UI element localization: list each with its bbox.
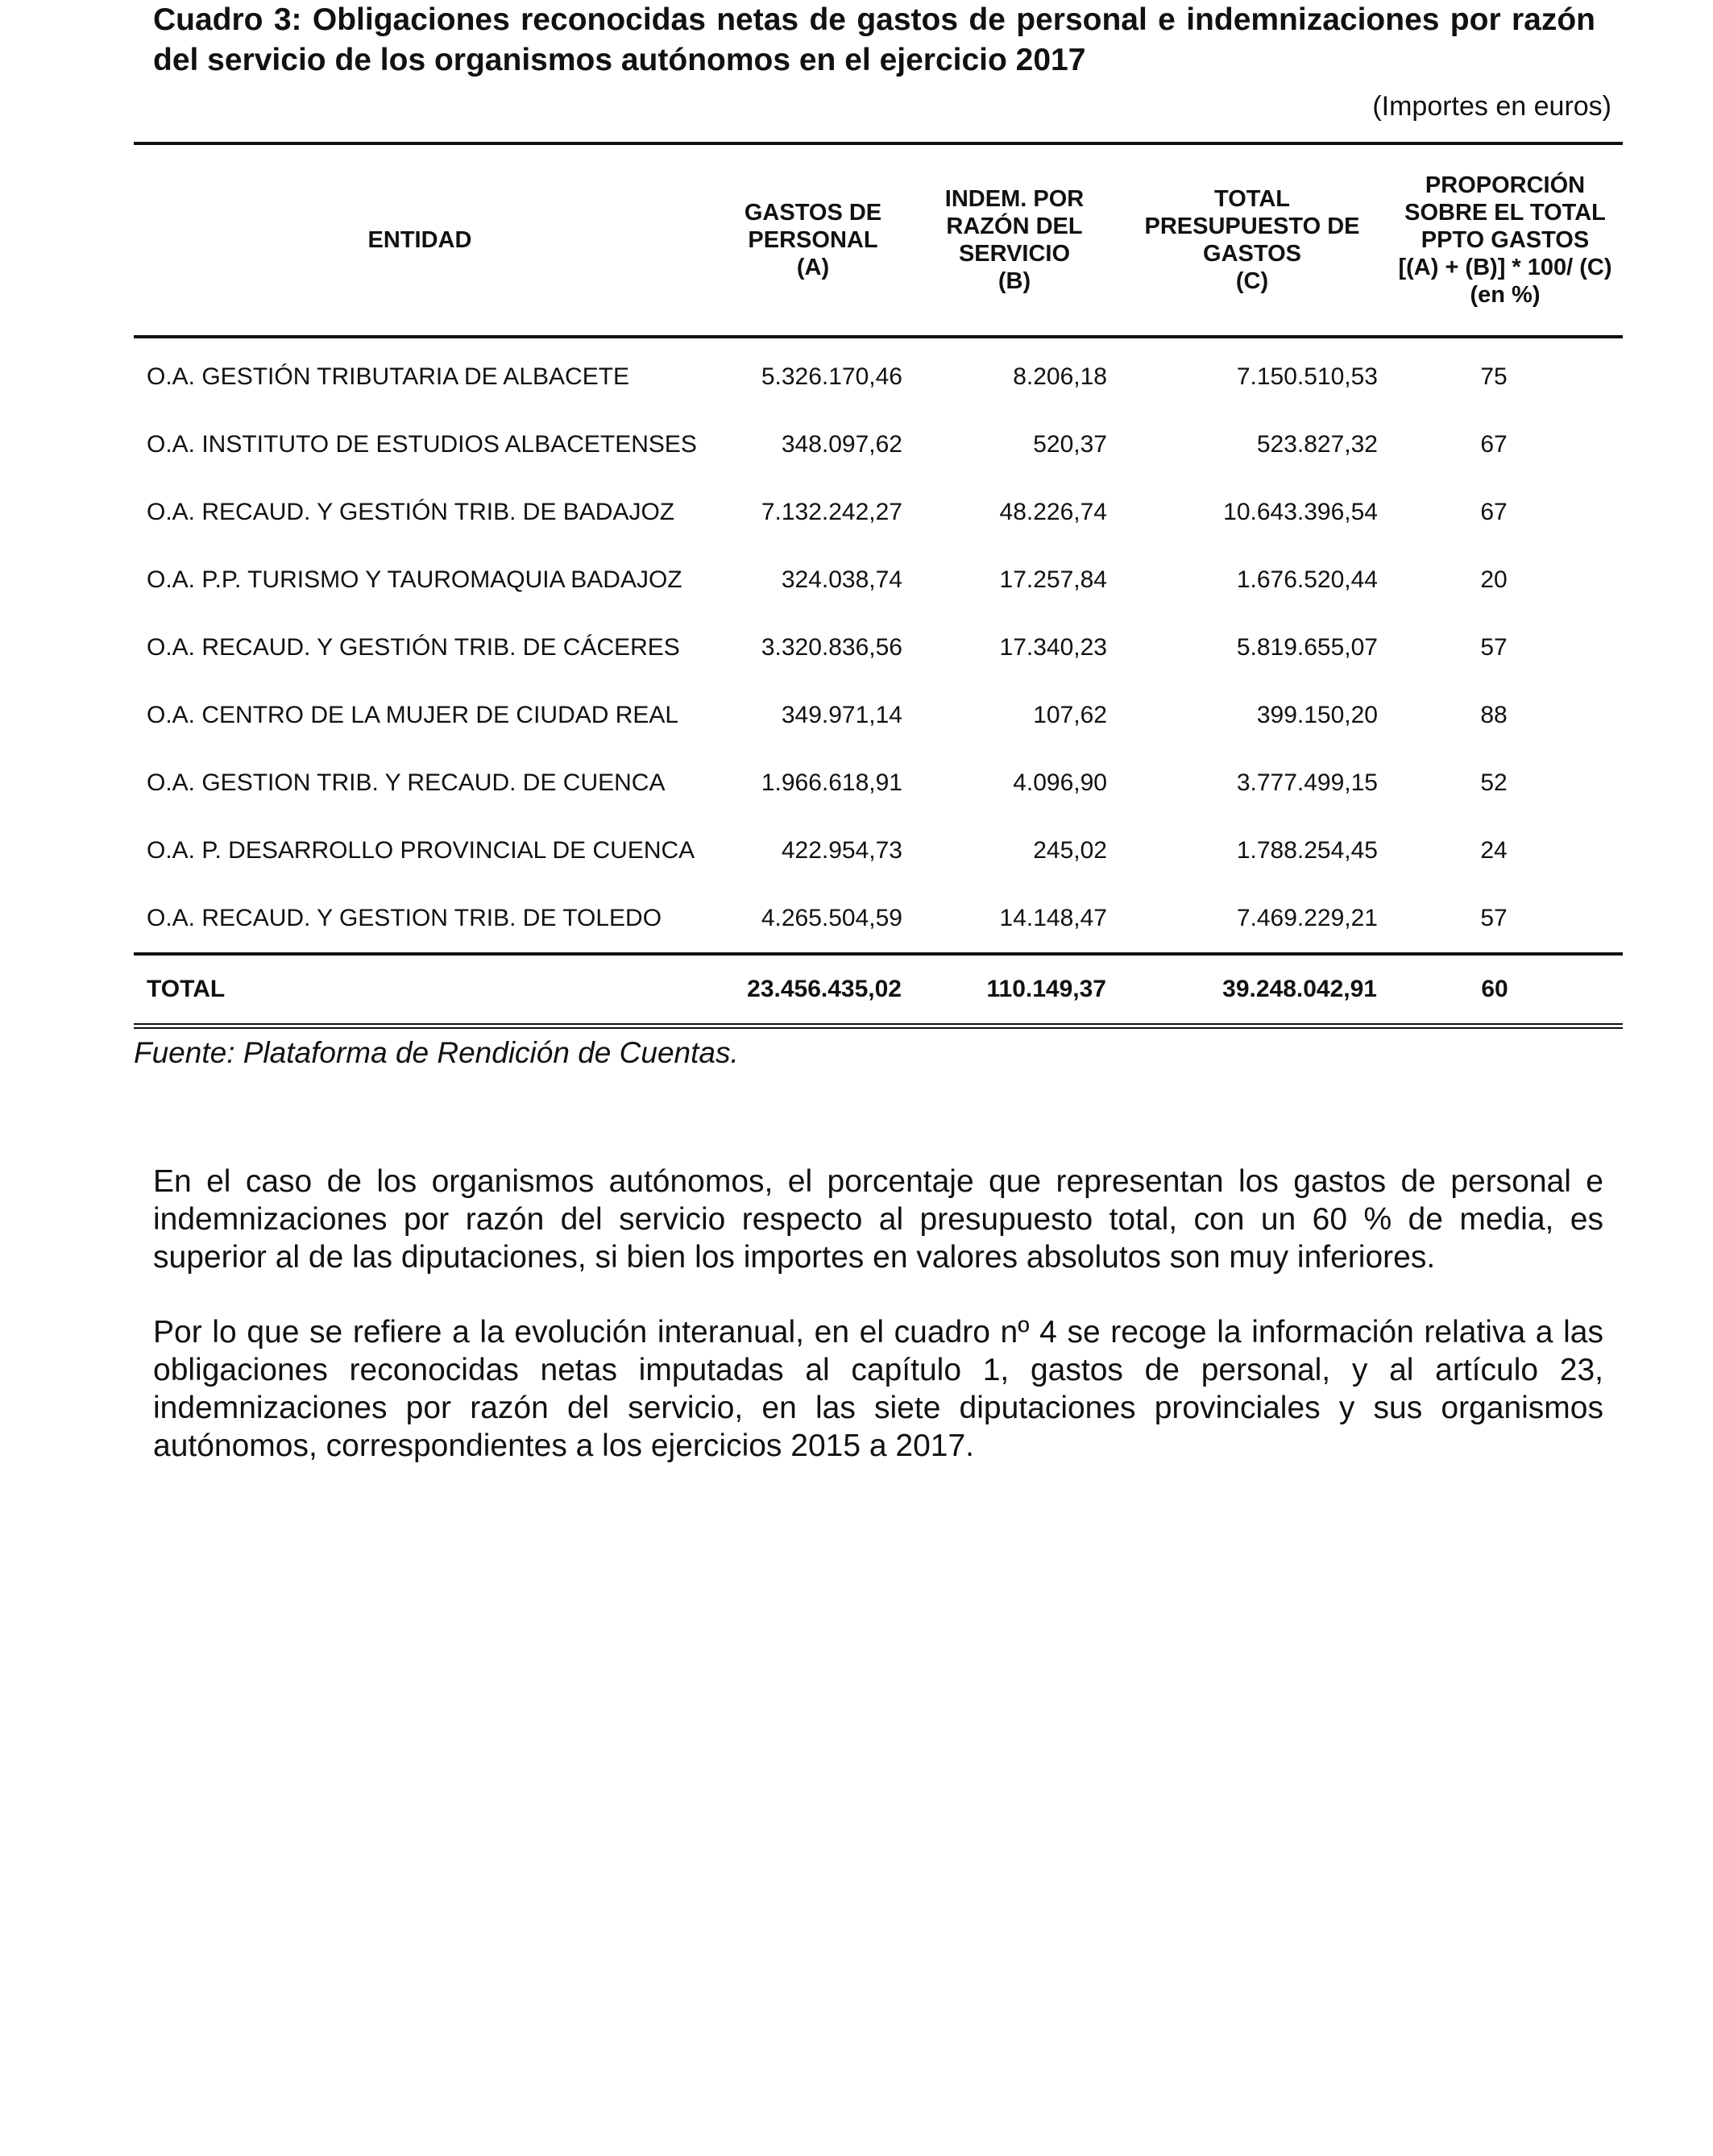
cell-gastos-personal: 4.265.504,59 [761,905,902,931]
cell-gastos-personal: 1.966.618,91 [761,769,902,796]
header-line: SERVICIO [958,241,1071,267]
cell-indemnizaciones: 48.226,74 [999,499,1107,525]
header-line: TOTAL [1214,186,1290,212]
cell-entidad: O.A. GESTIÓN TRIBUTARIA DE ALBACETE [147,363,630,390]
cell-gastos-personal: 422.954,73 [781,837,902,864]
cell-total-presupuesto: 10.643.396,54 [1223,499,1378,525]
units-note: (Importes en euros) [1372,91,1611,122]
header-indemnizaciones [912,143,1117,337]
cell-gastos-personal: 5.326.170,46 [761,363,902,390]
cell-proporcion: 88 [1480,702,1508,728]
header-line: (B) [998,268,1031,294]
cell-proporcion: 52 [1480,769,1508,796]
total-proporcion: 60 [1387,954,1623,1026]
total-presupuesto: 39.248.042,91 [1117,954,1387,1026]
source-note: Fuente: Plataforma de Rendición de Cuentas. [134,1036,739,1069]
cell-indemnizaciones: 107,62 [1033,702,1107,728]
header-line: PERSONAL [748,227,878,253]
header-line: RAZÓN DEL [946,214,1083,239]
cell-indemnizaciones: 14.148,47 [999,905,1107,931]
table-header-row [134,143,1623,337]
table-row [134,817,1623,885]
header-line: GASTOS [1203,241,1301,267]
table-total-row [134,954,1623,1026]
cell-gastos-personal: 349.971,14 [781,702,902,728]
cell-indemnizaciones: 17.257,84 [999,566,1107,593]
cell-proporcion: 67 [1480,499,1508,525]
cell-indemnizaciones: 245,02 [1033,837,1107,864]
table-row [134,479,1623,546]
cell-proporcion: 75 [1480,363,1508,390]
data-table [134,142,1623,1029]
cell-entidad: O.A. P.P. TURISMO Y TAUROMAQUIA BADAJOZ [147,566,682,593]
header-line: PRESUPUESTO DE [1144,214,1360,239]
cell-proporcion: 57 [1480,905,1508,931]
body-paragraph: Por lo que se refiere a la evolución interanual, en el cuadro nº 4 se recoge la información relativa a las obligaciones reconocidas netas imputadas al capítulo 1, gastos de personal, y al artículo 23, indemnizaciones por razón del servicio, en las siete diputaciones provinciales y sus organismos autónomos, correspondientes a los ejercicios 2015 a 2017. [153,1315,1603,1463]
header-proporcion [1387,143,1623,337]
header-line: SOBRE EL TOTAL [1404,200,1606,226]
cell-entidad: O.A. RECAUD. Y GESTION TRIB. DE TOLEDO [147,905,662,931]
cell-proporcion: 57 [1480,634,1508,661]
cell-total-presupuesto: 3.777.499,15 [1236,769,1378,796]
cell-total-presupuesto: 1.676.520,44 [1236,566,1378,593]
cell-gastos-personal: 7.132.242,27 [761,499,902,525]
cell-proporcion: 20 [1480,566,1508,593]
cell-entidad: O.A. GESTION TRIB. Y RECAUD. DE CUENCA [147,769,666,796]
cell-entidad: O.A. CENTRO DE LA MUJER DE CIUDAD REAL [147,702,679,728]
table-caption: Cuadro 3: Obligaciones reconocidas netas de gastos de personal e indemnizaciones por razón del servicio de los organismos autónomos en el ejercicio 2017 [153,2,1595,77]
table-row [134,411,1623,479]
header-line: (C) [1235,268,1269,294]
total-gastos-personal: 23.456.435,02 [714,954,912,1026]
total-indemnizaciones: 110.149,37 [912,954,1117,1026]
cell-gastos-personal: 3.320.836,56 [761,634,902,661]
cell-total-presupuesto: 399.150,20 [1256,702,1378,728]
cell-indemnizaciones: 520,37 [1033,431,1107,458]
table-row [134,682,1623,749]
table-row [134,614,1623,682]
cell-gastos-personal: 348.097,62 [781,431,902,458]
cell-total-presupuesto: 523.827,32 [1256,431,1378,458]
cell-indemnizaciones: 17.340,23 [999,634,1107,661]
cell-indemnizaciones: 8.206,18 [1013,363,1107,390]
table-row [134,885,1623,954]
header-gastos-personal [714,143,912,337]
cell-total-presupuesto: 5.819.655,07 [1236,634,1378,661]
cell-total-presupuesto: 7.150.510,53 [1236,363,1378,390]
header-line: (en %) [1470,282,1541,308]
header-line: (A) [796,255,830,280]
cell-entidad: O.A. P. DESARROLLO PROVINCIAL DE CUENCA [147,837,695,864]
header-total-presupuesto [1117,143,1387,337]
header-line: PROPORCIÓN [1425,172,1586,198]
cell-proporcion: 67 [1480,431,1508,458]
header-line: PPTO GASTOS [1421,227,1590,253]
cell-indemnizaciones: 4.096,90 [1013,769,1107,796]
cell-entidad: O.A. RECAUD. Y GESTIÓN TRIB. DE BADAJOZ [147,499,675,525]
cell-entidad: O.A. RECAUD. Y GESTIÓN TRIB. DE CÁCERES [147,634,680,661]
cell-gastos-personal: 324.038,74 [781,566,902,593]
header-line: [(A) + (B)] * 100/ (C) [1398,255,1612,280]
header-line: INDEM. POR [944,186,1085,212]
header-entidad: ENTIDAD [134,143,714,337]
cell-proporcion: 24 [1480,837,1508,864]
cell-entidad: O.A. INSTITUTO DE ESTUDIOS ALBACETENSES [147,431,697,458]
cell-total-presupuesto: 1.788.254,45 [1236,837,1378,864]
body-paragraph: En el caso de los organismos autónomos, el porcentaje que representan los gastos de personal e indemnizaciones por razón del servicio respecto al presupuesto total, con un 60 % de media, es superior al de las diputaciones, si bien los importes en valores absolutos son muy inferiores. [153,1164,1603,1275]
total-label: TOTAL [134,954,714,1026]
table-row [134,749,1623,817]
cell-total-presupuesto: 7.469.229,21 [1236,905,1378,931]
table-row [134,337,1623,411]
table-row [134,546,1623,614]
header-line: GASTOS DE [744,200,882,226]
